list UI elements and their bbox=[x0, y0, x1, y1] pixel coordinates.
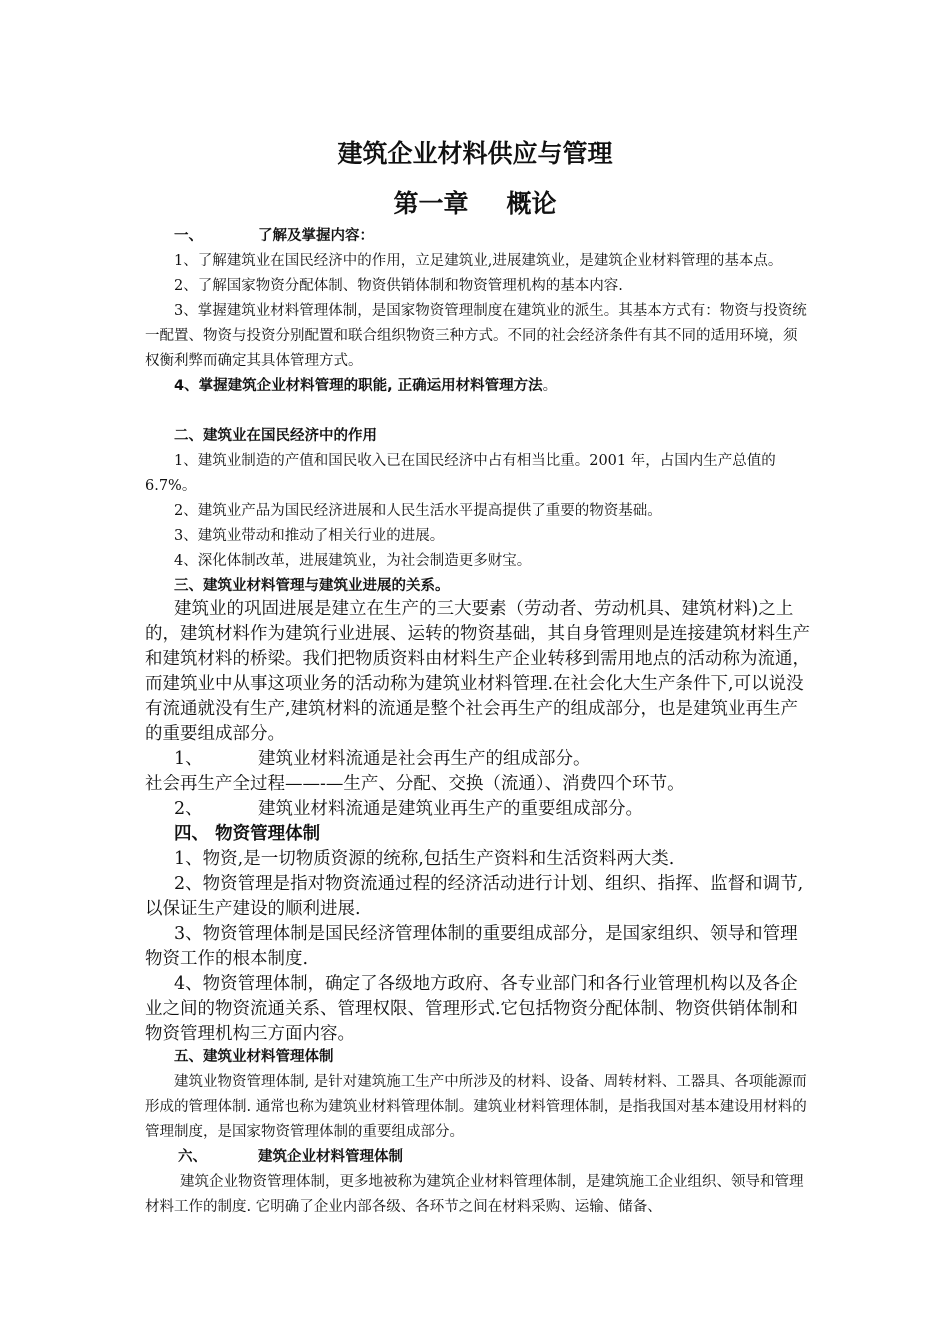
section-5-paragraph: 建筑业物资管理体制, 是针对建筑施工生产中所涉及的材料、设备、周转材料、工器具、各项能源而形成的管理体制. 通常也称为建筑业材料管理体制。建筑业材料管理体制，是指我国对基本建设用材料的管理制度，是国家物资管理体制的重要组成部分。 bbox=[145, 1074, 807, 1140]
section-1-item-1: 1、了解建筑业在国民经济中的作用，立足建筑业,进展建筑业，是建筑企业材料管理的基本点。 bbox=[174, 253, 783, 269]
section-1 bbox=[145, 224, 810, 399]
section-4-item-4: 4、物资管理体制，确定了各级地方政府、各专业部门和各行业管理机构以及各企业之间的物资流通关系、管理权限、管理形式.它包括物资分配体制、物资供销体制和物资管理机构三方面内容。 bbox=[145, 974, 799, 1044]
section-4-item-1: 1、物资,是一切物质资源的统称,包括生产资料和生活资料两大类. bbox=[174, 849, 675, 869]
section-3-line: 社会再生产全过程——-—生产、分配、交换（流通）、消费四个环节。 bbox=[145, 774, 685, 794]
section-2-item-3: 3、建筑业带动和推动了相关行业的进展。 bbox=[174, 528, 445, 544]
section-1-item-2: 2、了解国家物资分配体制、物资供销体制和物资管理机构的基本内容. bbox=[174, 278, 623, 294]
section-5-heading: 五、建筑业材料管理体制 bbox=[174, 1049, 334, 1065]
section-3-item-2 bbox=[145, 797, 810, 822]
section-3-heading: 三、建筑业材料管理与建筑业进展的关系。 bbox=[174, 578, 450, 594]
section-6 bbox=[145, 1145, 810, 1220]
section-2-heading: 二、建筑业在国民经济中的作用 bbox=[174, 428, 377, 444]
section-6-paragraph: 建筑企业物资管理体制，更多地被称为建筑企业材料管理体制，是建筑施工企业组织、领导和管理材料工作的制度. 它明确了企业内部各级、各环节之间在材料采购、运输、储备、 bbox=[145, 1174, 804, 1215]
section-3-item-1-text: 建筑业材料流通是社会再生产的组成部分。 bbox=[258, 749, 591, 769]
section-1-item-4-bold: 4、掌握建筑企业材料管理的职能, 正确运用材料管理方法 bbox=[174, 378, 543, 394]
section-3-item-1-number: 1、 bbox=[174, 749, 203, 769]
section-1-heading bbox=[145, 224, 810, 249]
section-1-title: 了解及掌握内容： bbox=[258, 228, 374, 244]
section-6-title: 建筑企业材料管理体制 bbox=[258, 1149, 403, 1165]
chapter-name: 概论 bbox=[506, 189, 557, 218]
section-4-item-2: 2、物资管理是指对物资流通过程的经济活动进行计划、组织、指挥、监督和调节,以保证生产建设的顺利进展. bbox=[145, 874, 804, 919]
section-3-body bbox=[145, 597, 810, 1047]
section-6-heading bbox=[145, 1145, 810, 1170]
section-2-item-2: 2、建筑业产品为国民经济进展和人民生活水平提高提供了重要的物资基础。 bbox=[174, 503, 662, 519]
section-4-item-3: 3、物资管理体制是国民经济管理体制的重要组成部分，是国家组织、领导和管理物资工作的根本制度. bbox=[145, 924, 798, 969]
section-3-item-1 bbox=[145, 747, 810, 772]
section-2-item-1: 1、建筑业制造的产值和国民收入已在国民经济中占有相当比重。2001 年，占国内生产总值的 6.7%。 bbox=[145, 453, 776, 494]
section-1-item-3: 3、掌握建筑业材料管理体制，是国家物资管理制度在建筑业的派生。其基本方式有：物资与投资统一配置、物资与投资分别配置和联合组织物资三种方式。不同的社会经济条件有其不同的适用环境，须权衡利弊而确定其具体管理方式。 bbox=[145, 303, 807, 369]
section-4-heading: 四、 物资管理体制 bbox=[174, 824, 321, 844]
section-3-heading-block bbox=[145, 574, 810, 599]
section-1-item-4-end: 。 bbox=[542, 378, 558, 394]
section-3-item-2-number: 2、 bbox=[174, 799, 203, 819]
document-title: 建筑企业材料供应与管理 bbox=[337, 139, 613, 168]
section-3-paragraph: 建筑业的巩固进展是建立在生产的三大要素（劳动者、劳动机具、建筑材料)之上的，建筑材料作为建筑行业进展、运转的物资基础，其自身管理则是连接建筑材料生产和建筑材料的桥梁。我们把物质资料由材料生产企业转移到需用地点的活动称为流通，而建筑业中从事这项业务的活动称为建筑业材料管理.在社会化大生产条件下,可以说没有流通就没有生产,建筑材料的流通是整个社会再生产的组成部分，也是建筑业再生产的重要组成部分。 bbox=[145, 599, 810, 744]
section-5 bbox=[145, 1045, 810, 1145]
section-1-item-4 bbox=[145, 374, 810, 399]
section-6-number: 六、 bbox=[178, 1149, 207, 1165]
section-2 bbox=[145, 424, 810, 574]
chapter-title bbox=[0, 184, 950, 220]
section-1-number: 一、 bbox=[174, 228, 203, 244]
chapter-number: 第一章 bbox=[393, 189, 469, 218]
section-2-item-4: 4、深化体制改革，进展建筑业，为社会制造更多财宝。 bbox=[174, 553, 532, 569]
section-3-item-2-text: 建筑业材料流通是建筑业再生产的重要组成部分。 bbox=[258, 799, 643, 819]
